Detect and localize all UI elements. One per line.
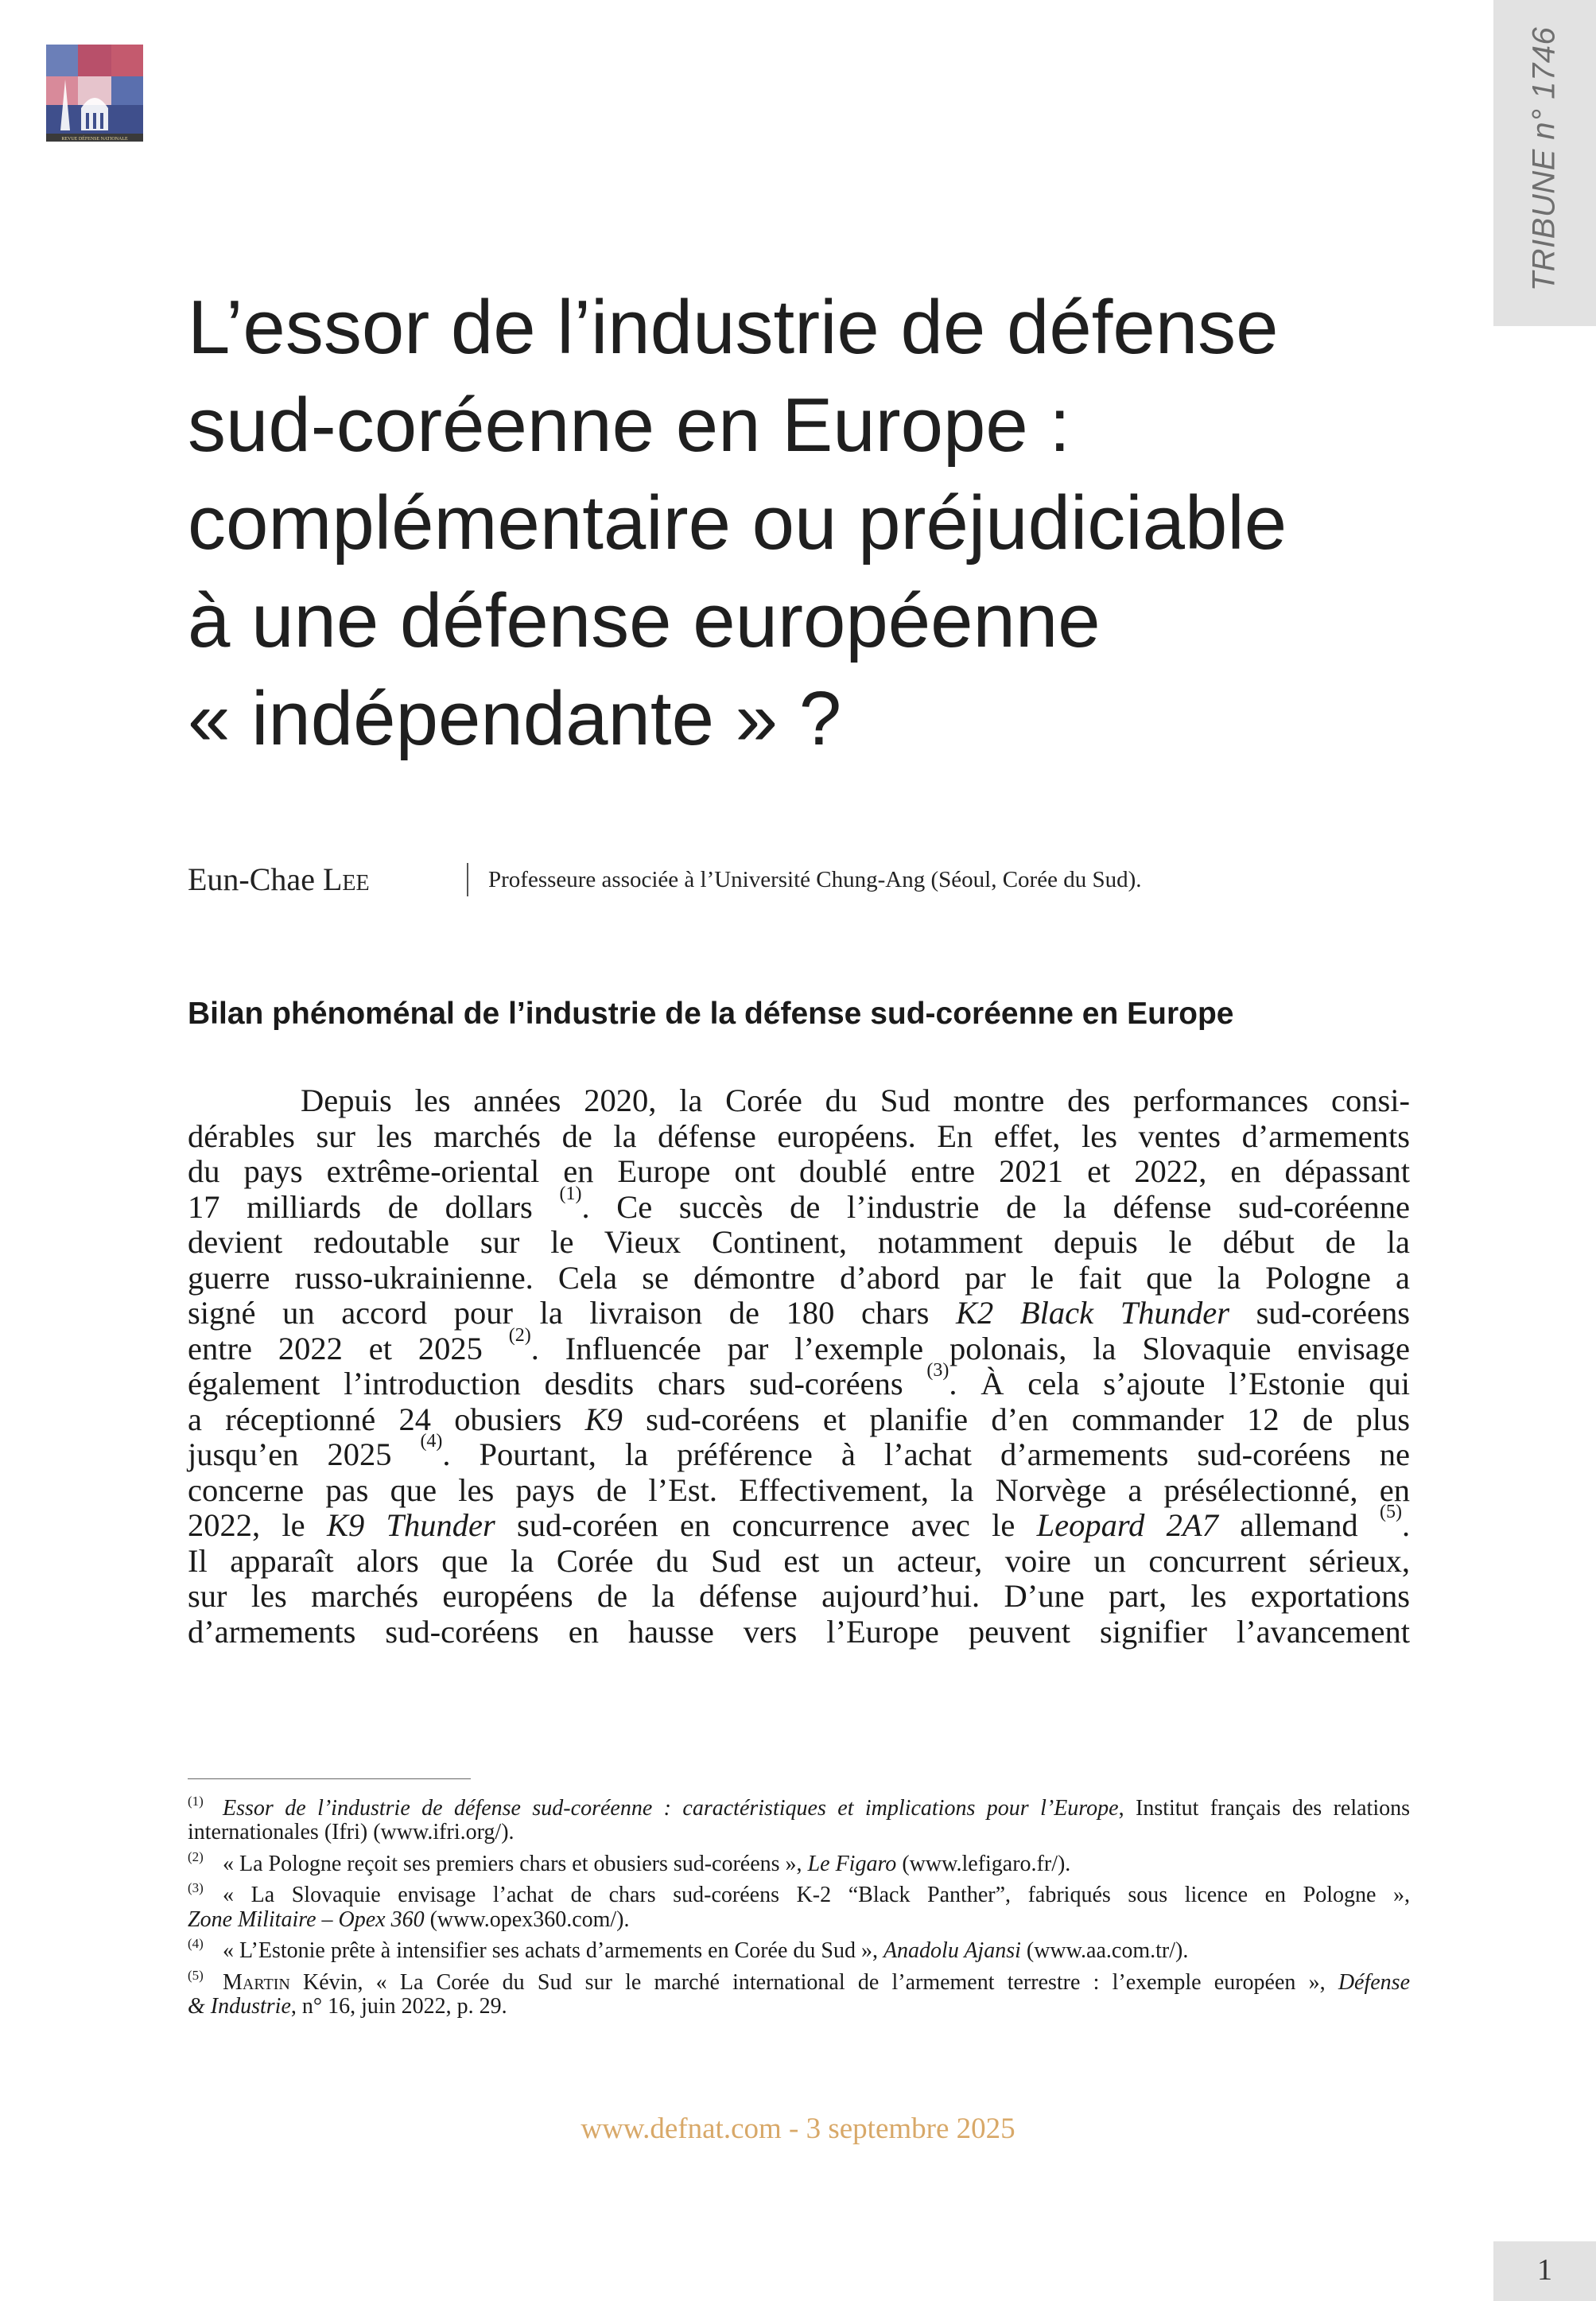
footnote-ref[interactable]: (2) <box>508 1324 531 1346</box>
body-line: signé un accord pour la livraison de 180 chars K2 Black Thunder sud-coréens <box>188 1295 1410 1331</box>
author-last-name: Lee <box>322 861 370 897</box>
title-line: L’essor de l’industrie de défense <box>188 285 1279 370</box>
footnote-item: (3) « La Slovaquie envisage l’achat de chars sud-coréens K-2 “Black Panther”, fabriqués sous licence en Pologne », <box>188 1880 1410 1908</box>
body-line: devient redoutable sur le Vieux Continent, notamment depuis le début de la <box>188 1224 1410 1260</box>
section-heading: Bilan phénoménal de l’industrie de la défense sud-coréenne en Europe <box>188 997 1234 1031</box>
footnote-ref[interactable]: (4) <box>420 1431 443 1452</box>
body-line: entre 2022 et 2025 $^{(2)}$. Influencée par l’exemple polonais, la Slovaquie envisage <box>188 1324 1411 1366</box>
footnote-item-continued: & Industrie, n° 16, juin 2022, p. 29. <box>188 1993 507 2019</box>
body-line: Il apparaît alors que la Corée du Sud est un acteur, voire un concurrent sérieux, <box>188 1542 1410 1579</box>
body-line: jusqu’en 2025 $^{(4)}$. Pourtant, la préférence à l’achat d’armements sud-coréens ne <box>188 1431 1410 1472</box>
footnote-item-continued: internationales (Ifri) (www.ifri.org/). <box>188 1820 515 1845</box>
body-line: également l’introduction desdits chars sud-coréens $^{(3)}$. À cela s’ajoute l’Estonie qui <box>188 1360 1410 1401</box>
body-line: concerne pas que les pays de l’Est. Effectivement, la Norvège a présélectionné, en <box>188 1471 1410 1508</box>
tribune-number: TRIBUNE n° 1746 <box>1526 26 1562 292</box>
body-line: 2022, le K9 Thunder sud-coréen en concurrence avec le Leopard 2A7 allemand $^{(5)}$. <box>188 1502 1411 1543</box>
title-line: complémentaire ou préjudiciable <box>188 480 1287 566</box>
footnote-item: (2) « La Pologne reçoit ses premiers chars et obusiers sud-coréens », Le Figaro (www.lefigaro.fr/). <box>188 1848 1071 1876</box>
page-number-tab <box>1493 2241 1596 2301</box>
body-line: sur les marchés européens de la défense aujourd’hui. D’une part, les exportations <box>188 1578 1410 1614</box>
body-line: guerre russo-ukrainienne. Cela se démontre d’abord par le fait que la Pologne a <box>188 1259 1410 1296</box>
body-line: d’armements sud-coréens en hausse vers l’Europe peuvent signifier l’avancement <box>188 1613 1410 1650</box>
footnotes <box>188 1790 1410 2019</box>
title-line: « indépendante » ? <box>188 676 842 761</box>
body-line: dérables sur les marchés de la défense européens. En effet, les ventes d’armements <box>188 1117 1410 1154</box>
body-line: 17 milliards de dollars $^{(1)}$. Ce succès de l’industrie de la défense sud-coréenne <box>188 1183 1410 1225</box>
footnote-item: (4) « L’Estonie prête à intensifier ses achats d’armements en Corée du Sud », Anadolu Ajansi (www.aa.com.tr/). <box>188 1936 1189 1964</box>
title-line: sud-coréenne en Europe : <box>188 383 1071 468</box>
author-affiliation: Professeure associée à l’Université Chung-Ang (Séoul, Corée du Sud). <box>488 867 1142 892</box>
footnote-ref[interactable]: (3) <box>926 1360 949 1382</box>
body-line: du pays extrême-oriental en Europe ont doublé entre 2021 et 2022, en dépassant <box>188 1153 1410 1189</box>
svg-text:REVUE DÉFENSE NATIONALE: REVUE DÉFENSE NATIONALE <box>61 137 128 142</box>
body-line: Depuis les années 2020, la Corée du Sud montre des performances consi- <box>301 1082 1410 1118</box>
footnote-item-continued: Zone Militaire – Opex 360 (www.opex360.com/). <box>188 1906 630 1932</box>
institution-logo-icon <box>46 45 143 142</box>
author-name <box>188 861 370 898</box>
article-title <box>188 278 1428 768</box>
page-number: 1 <box>1537 2253 1552 2287</box>
author-divider <box>467 863 468 896</box>
body-line: a réceptionné 24 obusiers K9 sud-coréens et planifie d’en commander 12 de plus <box>188 1401 1411 1437</box>
footnote-divider <box>188 1778 471 1779</box>
footnote-ref[interactable]: (1) <box>559 1183 582 1204</box>
tribune-side-tab <box>1493 0 1596 326</box>
author-first-name: Eun-Chae <box>188 861 315 897</box>
footnote-ref[interactable]: (5) <box>1379 1502 1402 1523</box>
footnote-item: (5) Martin Kévin, « La Corée du Sud sur le marché international de l’armement terrestre : l’exemple européen », Défense <box>188 1967 1411 1995</box>
article-body <box>188 1083 1410 1650</box>
title-line: à une défense européenne <box>188 578 1101 663</box>
footnote-item: (1) Essor de l’industrie de défense sud-coréenne : caractéristiques et implications pour l’Europe, Institut français des relations <box>188 1794 1410 1821</box>
footer-site-date[interactable]: www.defnat.com - 3 septembre 2025 <box>581 2112 1015 2145</box>
